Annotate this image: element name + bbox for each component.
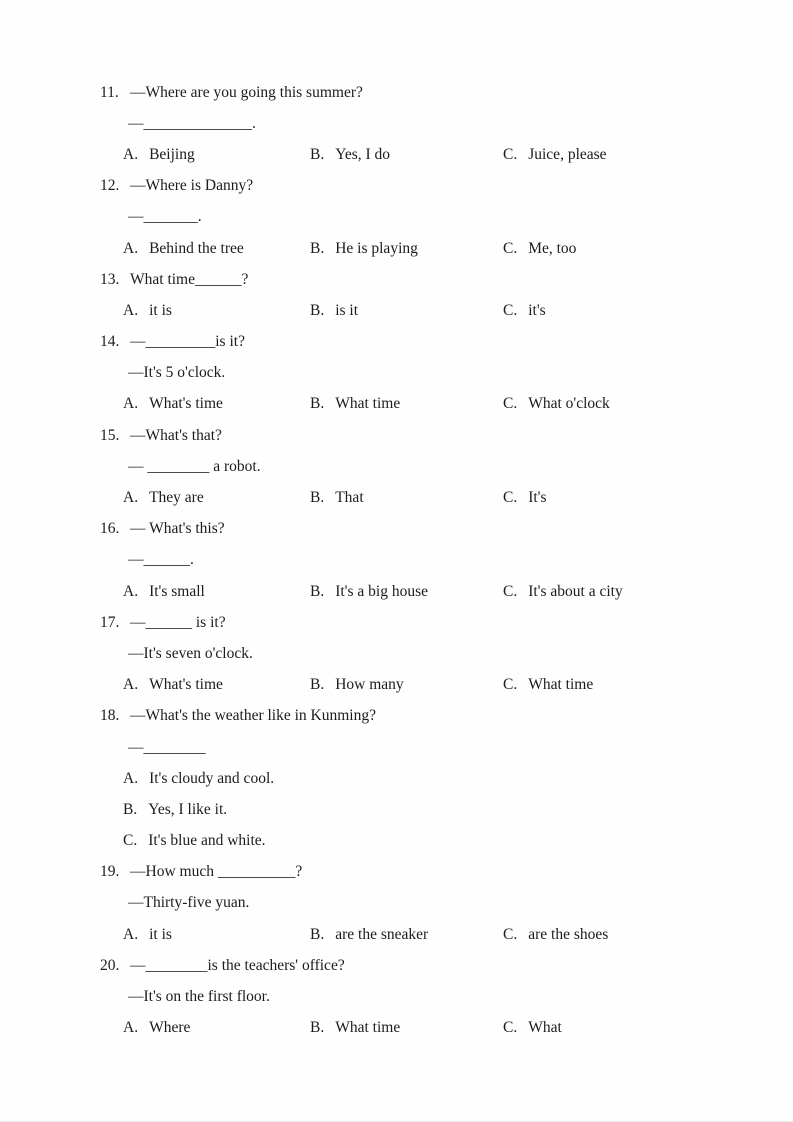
question-14: [100, 327, 763, 421]
option-text: Beijing: [149, 145, 195, 163]
response-text: —It's on the first floor.: [128, 988, 270, 1006]
option-text: What's time: [149, 676, 223, 694]
option-b: [310, 302, 503, 320]
option-a: [123, 240, 310, 258]
option-text: it's: [528, 301, 546, 319]
question-response: [100, 545, 763, 576]
question-number: 17.: [100, 613, 120, 631]
option-text: Juice, please: [528, 145, 607, 163]
option-label: A.: [123, 925, 139, 943]
response-text: —Thirty-five yuan.: [128, 894, 250, 912]
option-label: B.: [310, 145, 325, 163]
question-response: [100, 358, 763, 389]
options-row: [100, 1013, 763, 1044]
response-text: —It's 5 o'clock.: [128, 364, 226, 382]
option-label: B.: [310, 395, 325, 413]
option-c: [123, 832, 266, 850]
option-a: [123, 770, 274, 788]
options-row: [100, 919, 763, 950]
question-17: [100, 607, 763, 701]
option-c: [503, 302, 763, 320]
option-label: A.: [123, 239, 139, 257]
question-number: 18.: [100, 707, 120, 725]
response-text: —______________.: [128, 114, 256, 132]
option-label: C.: [503, 301, 518, 319]
option-text: It's: [528, 489, 547, 507]
prompt-text: —Where are you going this summer?: [130, 83, 363, 101]
question-response: [100, 202, 763, 233]
response-text: —________: [128, 738, 206, 756]
option-text: It's small: [149, 582, 205, 600]
option-label: A.: [123, 395, 139, 413]
options-row: [100, 233, 763, 264]
response-text: —______.: [128, 551, 194, 569]
option-label: A.: [123, 301, 139, 319]
question-prompt: [100, 950, 763, 981]
question-11: [100, 77, 763, 171]
question-15: [100, 420, 763, 514]
option-label: C.: [123, 832, 138, 850]
option-label: A.: [123, 489, 139, 507]
option-a: [123, 395, 310, 413]
question-number: 12.: [100, 177, 120, 195]
prompt-text: —________is the teachers' office?: [130, 956, 345, 974]
option-text: it is: [149, 925, 172, 943]
option-label: B.: [310, 489, 325, 507]
option-c: [503, 395, 763, 413]
prompt-text: — What's this?: [130, 520, 225, 538]
option-text: What time: [528, 676, 594, 694]
options-row: [100, 670, 763, 701]
option-c: [503, 489, 763, 507]
option-text: Me, too: [528, 239, 577, 257]
option-a: [123, 583, 310, 601]
prompt-text: —How much __________?: [130, 863, 303, 881]
option-a: [123, 676, 310, 694]
question-prompt: [100, 264, 763, 295]
prompt-text: —_________is it?: [130, 333, 245, 351]
option-label: C.: [503, 676, 518, 694]
option-text: That: [335, 489, 364, 507]
option-text: How many: [335, 676, 404, 694]
option-c: [503, 146, 763, 164]
option-text: They are: [149, 489, 204, 507]
option-text: It's a big house: [335, 582, 428, 600]
option-label: A.: [123, 582, 139, 600]
option-label: B.: [123, 800, 138, 818]
prompt-text: —What's that?: [130, 426, 222, 444]
options-row: [100, 389, 763, 420]
question-response: [100, 732, 763, 763]
option-c: [503, 240, 763, 258]
option-text: He is playing: [335, 239, 418, 257]
option-text: What time: [335, 1019, 401, 1037]
question-response: [100, 451, 763, 482]
option-b: [310, 1019, 503, 1037]
question-prompt: [100, 420, 763, 451]
prompt-text: What time______?: [130, 270, 249, 288]
prompt-text: —______ is it?: [130, 613, 226, 631]
option-label: A.: [123, 145, 139, 163]
option-label: C.: [503, 239, 518, 257]
question-response: [100, 981, 763, 1012]
option-label: B.: [310, 582, 325, 600]
question-response: [100, 888, 763, 919]
option-label: C.: [503, 489, 518, 507]
option-text: What: [528, 1019, 562, 1037]
option-label: B.: [310, 676, 325, 694]
question-prompt: [100, 857, 763, 888]
option-label: B.: [310, 925, 325, 943]
option-a: [123, 302, 310, 320]
option-text: What's time: [149, 395, 223, 413]
response-text: — ________ a robot.: [128, 457, 261, 475]
option-c: [503, 926, 763, 944]
option-label: B.: [310, 301, 325, 319]
option-text: It's blue and white.: [148, 832, 266, 850]
option-label: B.: [310, 1019, 325, 1037]
option-a: [123, 926, 310, 944]
option-text: It's about a city: [528, 582, 623, 600]
question-12: [100, 171, 763, 265]
option-text: it is: [149, 301, 172, 319]
option-b: [310, 395, 503, 413]
option-line: [100, 794, 763, 825]
question-number: 14.: [100, 333, 120, 351]
question-prompt: [100, 701, 763, 732]
question-response: [100, 108, 763, 139]
option-label: C.: [503, 582, 518, 600]
question-18: [100, 701, 763, 857]
option-label: C.: [503, 145, 518, 163]
option-text: Yes, I like it.: [148, 800, 228, 818]
option-c: [503, 583, 763, 601]
question-number: 20.: [100, 956, 120, 974]
options-row: [100, 576, 763, 607]
option-c: [503, 1019, 763, 1037]
question-prompt: [100, 514, 763, 545]
response-text: —_______.: [128, 208, 202, 226]
options-row: [100, 482, 763, 513]
option-b: [310, 240, 503, 258]
option-text: What time: [335, 395, 401, 413]
option-a: [123, 146, 310, 164]
prompt-text: —What's the weather like in Kunming?: [130, 707, 376, 725]
question-16: [100, 514, 763, 608]
option-text: What o'clock: [528, 395, 610, 413]
option-label: A.: [123, 676, 139, 694]
question-20: [100, 950, 763, 1044]
option-b: [310, 676, 503, 694]
question-prompt: [100, 327, 763, 358]
option-b: [123, 801, 227, 819]
option-b: [310, 489, 503, 507]
question-13: [100, 264, 763, 326]
question-number: 15.: [100, 426, 120, 444]
option-label: B.: [310, 239, 325, 257]
prompt-text: —Where is Danny?: [130, 177, 254, 195]
option-text: Yes, I do: [335, 145, 391, 163]
option-label: A.: [123, 769, 139, 787]
question-number: 13.: [100, 270, 120, 288]
option-a: [123, 1019, 310, 1037]
option-label: A.: [123, 1019, 139, 1037]
option-label: C.: [503, 395, 518, 413]
question-19: [100, 857, 763, 951]
question-response: [100, 638, 763, 669]
option-text: are the shoes: [528, 925, 609, 943]
option-label: C.: [503, 1019, 518, 1037]
option-line: [100, 826, 763, 857]
option-b: [310, 583, 503, 601]
options-row: [100, 139, 763, 170]
option-text: are the sneaker: [335, 925, 429, 943]
option-b: [310, 926, 503, 944]
option-text: is it: [335, 301, 359, 319]
option-b: [310, 146, 503, 164]
option-line: [100, 763, 763, 794]
option-text: Where: [149, 1019, 191, 1037]
response-text: —It's seven o'clock.: [128, 644, 253, 662]
option-c: [503, 676, 763, 694]
question-prompt: [100, 77, 763, 108]
question-prompt: [100, 607, 763, 638]
question-number: 11.: [100, 83, 119, 101]
option-text: It's cloudy and cool.: [149, 769, 275, 787]
option-text: Behind the tree: [149, 239, 244, 257]
question-number: 16.: [100, 520, 120, 538]
question-number: 19.: [100, 863, 120, 881]
options-row: [100, 295, 763, 326]
option-label: C.: [503, 925, 518, 943]
question-prompt: [100, 171, 763, 202]
option-a: [123, 489, 310, 507]
